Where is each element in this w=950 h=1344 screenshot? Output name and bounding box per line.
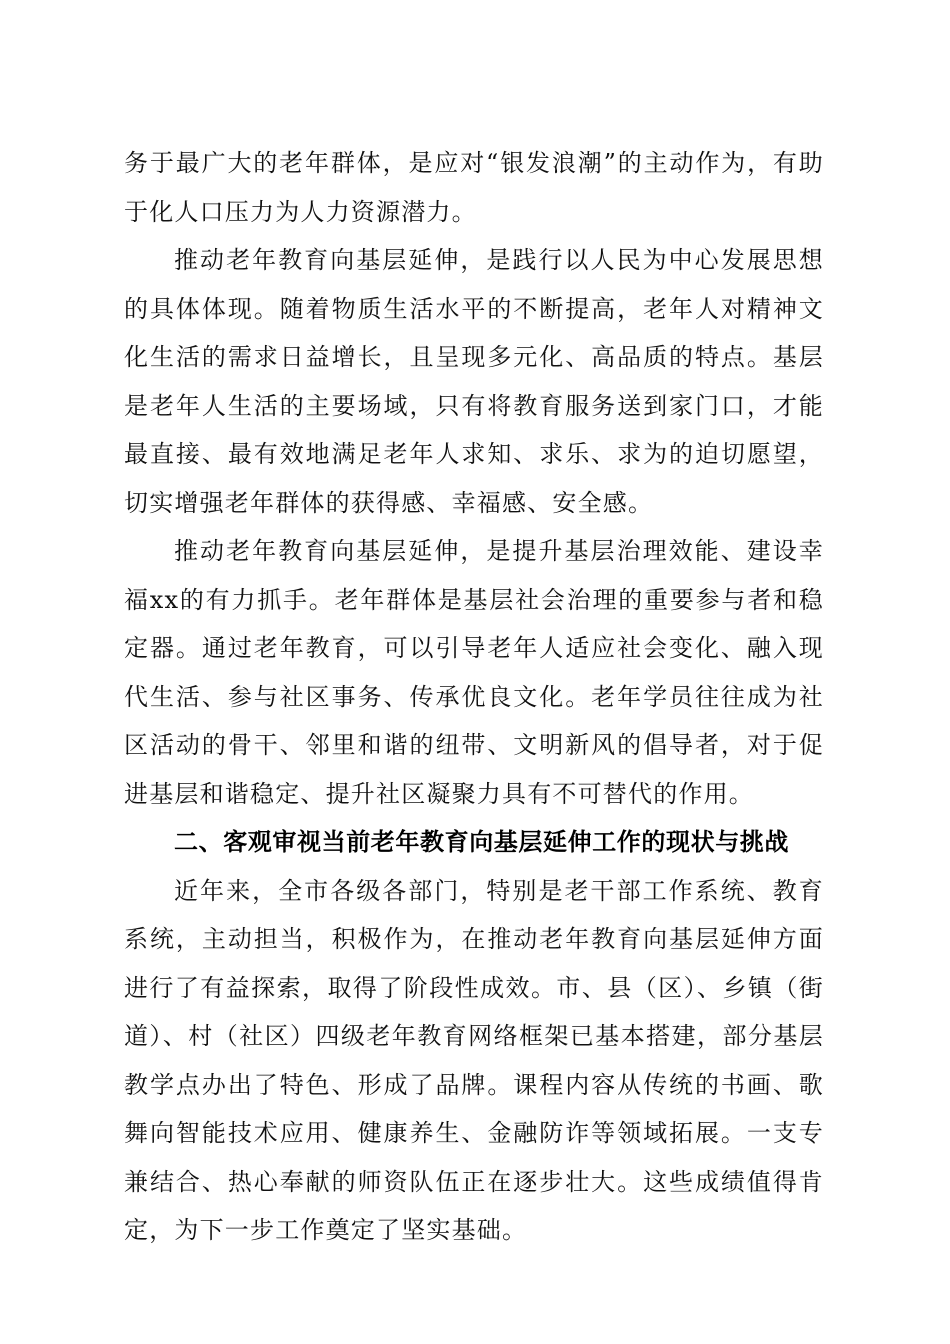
paragraph-current-status: 近年来，全市各级各部门，特别是老干部工作系统、教育系统，主动担当，积极作为，在推动老年教育向基层延伸方面进行了有益探索，取得了阶段性成效。市、县（区）、乡镇（街道）、村（社区）四级老年教育网络框架已基本搭建，部分基层教学点办出了特色、形成了品牌。课程内容从传统的书画、歌舞向智能技术应用、健康养生、金融防诈等领域拓展。一支专兼结合、热心奉献的师资队伍正在逐步壮大。这些成绩值得肯定，为下一步工作奠定了坚实基础。 xyxy=(124,876,824,1244)
paragraph-continuation: 务于最广大的老年群体，是应对“银发浪潮”的主动作为，有助于化人口压力为人力资源潜力。 xyxy=(124,149,824,226)
document-body xyxy=(124,139,824,1255)
paragraph-grassroots-governance: 推动老年教育向基层延伸，是提升基层治理效能、建设幸福xx的有力抓手。老年群体是基层社会治理的重要参与者和稳定器。通过老年教育，可以引导老年人适应社会变化、融入现代生活、参与社区事务、传承优良文化。老年学员往往成为社区活动的骨干、邻里和谐的纽带、文明新风的倡导者，对于促进基层和谐稳定、提升社区凝聚力具有不可替代的作用。 xyxy=(124,537,824,808)
section-heading: 二、客观审视当前老年教育向基层延伸工作的现状与挑战 xyxy=(174,828,789,856)
paragraph-people-centered: 推动老年教育向基层延伸，是践行以人民为中心发展思想的具体体现。随着物质生活水平的不断提高，老年人对精神文化生活的需求日益增长，且呈现多元化、高品质的特点。基层是老年人生活的主要场域，只有将教育服务送到家门口，才能最直接、最有效地满足老年人求知、求乐、求为的迫切愿望，切实增强老年群体的获得感、幸福感、安全感。 xyxy=(124,246,824,517)
